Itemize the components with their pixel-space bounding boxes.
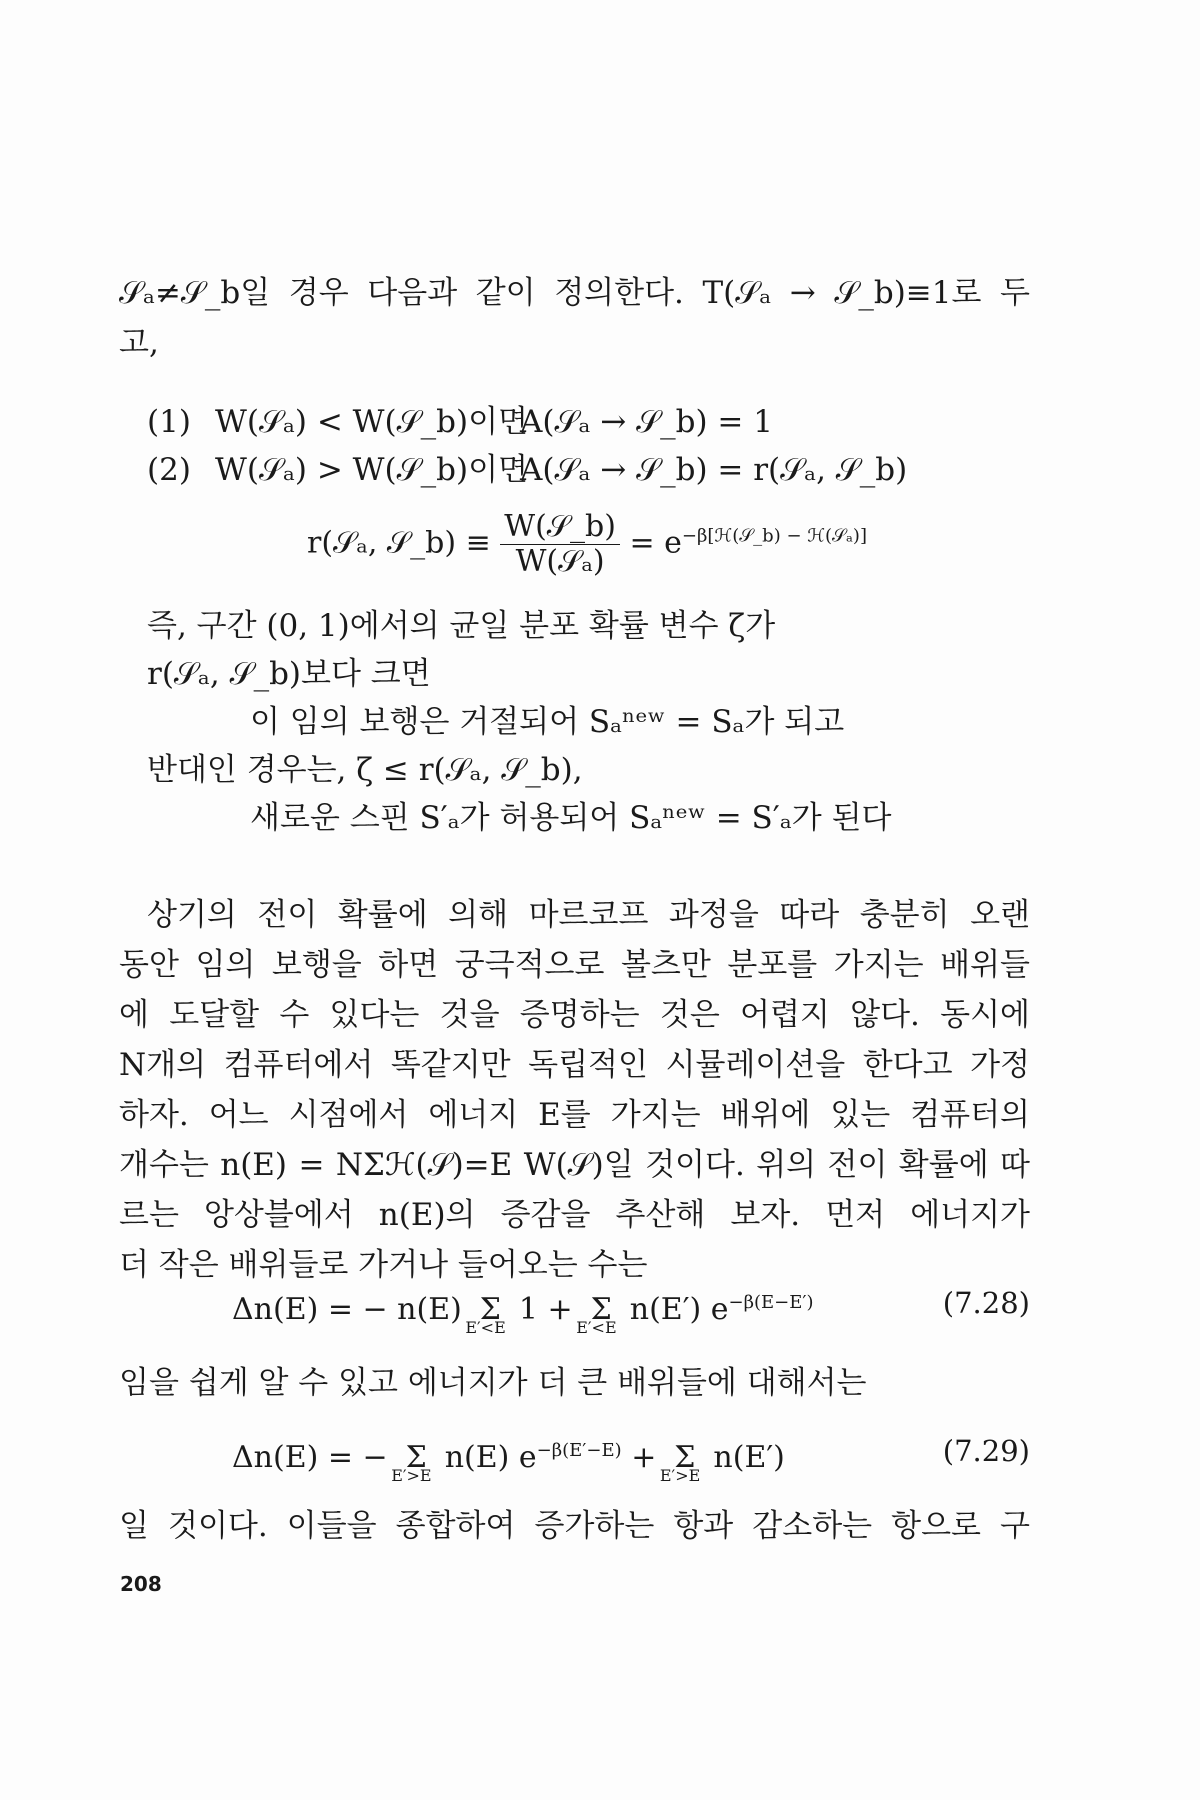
eq728-term-b: 1 + xyxy=(518,1292,573,1327)
para1-line-2: 동안 임의 보행을 하면 궁극적으로 볼츠만 분포를 가지는 배위들 xyxy=(119,947,1030,983)
middle-sentence: 임을 쉽게 알 수 있고 에너지가 더 큰 배위들에 대해서는 xyxy=(119,1365,867,1401)
eq729-sum-2: Σ E′>E xyxy=(659,1440,701,1485)
para1-line-7: 르는 앙상블에서 n(E)의 증감을 추산해 보자. 먼저 에너지가 xyxy=(119,1197,1030,1233)
condition-2-result: A(𝒮ₐ → 𝒮_b) = r(𝒮ₐ, 𝒮_b) xyxy=(520,452,908,488)
condition-2-number: (2) xyxy=(147,452,191,488)
eq728-sum-2-limit: E′<E xyxy=(576,1318,617,1337)
eq728-sum-1-limit: E′<E xyxy=(465,1318,506,1337)
algo-line-1: 즉, 구간 (0, 1)에서의 균일 분포 확률 변수 ζ가 xyxy=(147,608,776,644)
intro-line-1: 𝒮ₐ≠𝒮_b일 경우 다음과 같이 정의한다. T(𝒮ₐ → 𝒮_b)≡1로 두 xyxy=(119,275,1030,311)
algo-line-3: 이 임의 보행은 거절되어 Sₐⁿᵉʷ = Sₐ가 되고 xyxy=(250,704,845,740)
condition-1-number: (1) xyxy=(147,404,191,440)
eq728-term-c: n(E′) e xyxy=(629,1292,729,1327)
equation-7-28 xyxy=(232,1283,814,1337)
eq728-term-a: Δn(E) = − n(E) xyxy=(232,1292,462,1327)
para1-line-5: 하자. 어느 시점에서 에너지 E를 가지는 배위에 있는 컴퓨터의 xyxy=(119,1097,1030,1133)
para1-line-4: N개의 컴퓨터에서 똑같지만 독립적인 시뮬레이션을 한다고 가정 xyxy=(119,1047,1030,1083)
condition-2-text: W(𝒮ₐ) > W(𝒮_b)이면 xyxy=(215,452,528,488)
eq729-exponent: −β(E′−E) xyxy=(536,1440,622,1461)
eq729-plus: + xyxy=(631,1440,657,1475)
eq729-term-b: n(E) e xyxy=(444,1440,537,1475)
algo-line-4: 반대인 경우는, ζ ≤ r(𝒮ₐ, 𝒮_b), xyxy=(147,752,583,788)
eq728-sum-1: Σ E′<E xyxy=(465,1292,506,1337)
last-line: 일 것이다. 이들을 종합하여 증가하는 항과 감소하는 항으로 구 xyxy=(119,1508,1030,1544)
ratio-equation xyxy=(307,510,867,579)
eq729-term-d: n(E′) xyxy=(713,1440,785,1475)
ratio-rhs: = e xyxy=(629,525,682,561)
eq728-sum-2: Σ E′<E xyxy=(576,1292,617,1337)
intro-line-2: 고, xyxy=(119,325,159,361)
para1-line-6: 개수는 n(E) = NΣℋ(𝒮)=E W(𝒮)일 것이다. 위의 전이 확률에 따 xyxy=(119,1147,1030,1183)
ratio-exponent: −β[ℋ(𝒮_b) − ℋ(𝒮ₐ)] xyxy=(681,525,867,547)
eq729-term-a: Δn(E) = − xyxy=(232,1440,388,1475)
condition-1-text: W(𝒮ₐ) < W(𝒮_b)이면 xyxy=(215,404,528,440)
eq729-sum-2-limit: E′>E xyxy=(659,1466,701,1485)
eq729-sum-1: Σ E′>E xyxy=(391,1440,432,1485)
algo-line-2: r(𝒮ₐ, 𝒮_b)보다 크면 xyxy=(147,656,431,692)
eq729-sum-1-limit: E′>E xyxy=(391,1466,432,1485)
ratio-fraction xyxy=(500,510,620,579)
eq728-exponent: −β(E−E′) xyxy=(728,1292,814,1313)
equation-number-7-28: (7.28) xyxy=(942,1286,1030,1320)
para1-line-8: 더 작은 배위들로 가거나 들어오는 수는 xyxy=(119,1247,648,1283)
page-number: 208 xyxy=(120,1572,162,1596)
ratio-denominator: W(𝒮ₐ) xyxy=(515,544,605,579)
equation-number-7-29: (7.29) xyxy=(942,1434,1030,1468)
ratio-numerator: W(𝒮_b) xyxy=(500,510,620,545)
condition-1-result: A(𝒮ₐ → 𝒮_b) = 1 xyxy=(520,404,773,440)
para1-line-1: 상기의 전이 확률에 의해 마르코프 과정을 따라 충분히 오랜 xyxy=(147,897,1030,933)
para1-line-3: 에 도달할 수 있다는 것을 증명하는 것은 어렵지 않다. 동시에 xyxy=(119,997,1030,1033)
algo-line-5: 새로운 스핀 S′ₐ가 허용되어 Sₐⁿᵉʷ = S′ₐ가 된다 xyxy=(250,800,892,836)
equation-7-29 xyxy=(232,1431,785,1485)
ratio-lhs: r(𝒮ₐ, 𝒮_b) ≡ xyxy=(307,525,491,561)
